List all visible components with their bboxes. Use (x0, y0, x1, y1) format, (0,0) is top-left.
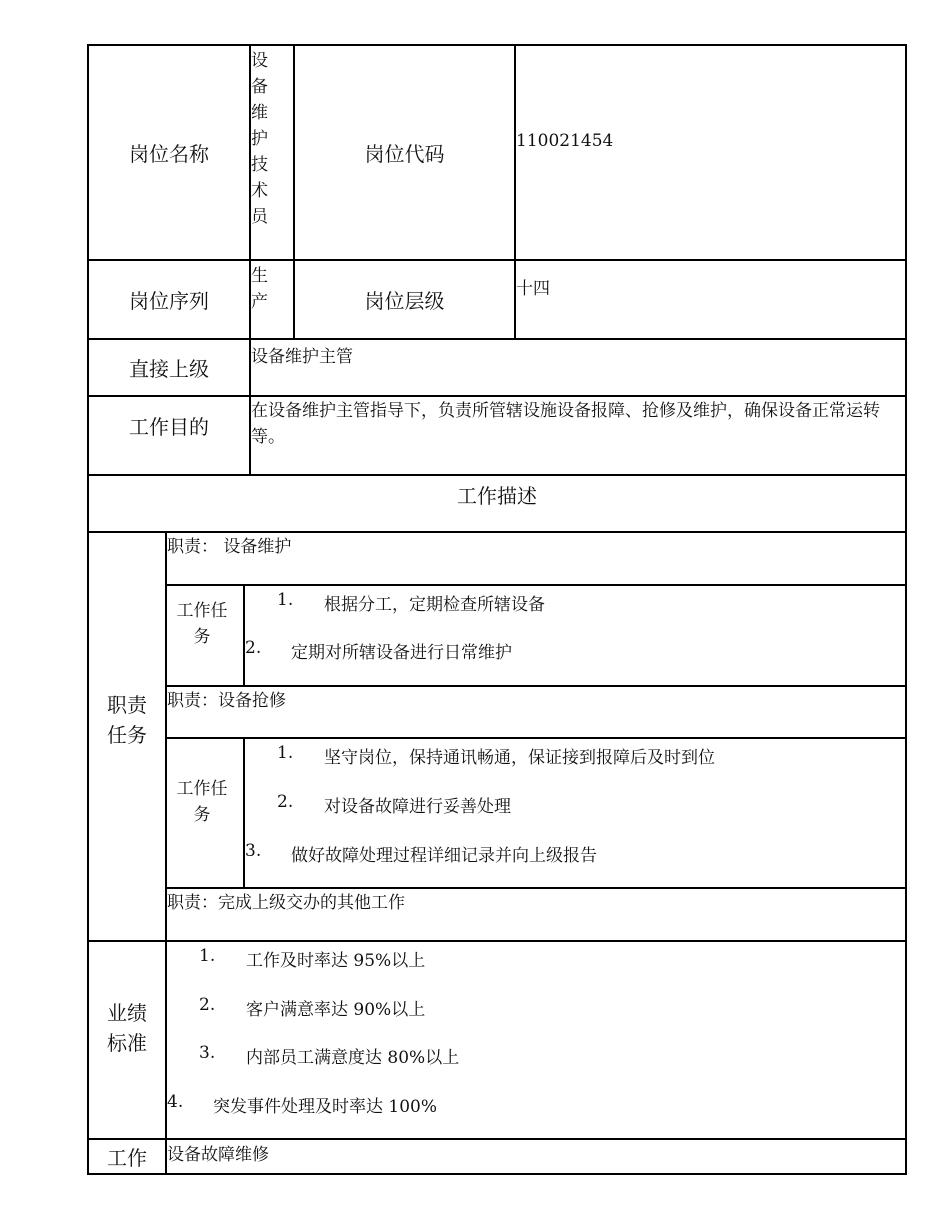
border-bottom (87, 1173, 907, 1175)
duties-label: 职责任务 (107, 693, 147, 747)
list-text: 坚守岗位，保持通讯畅通，保证接到报障后及时到位 (324, 748, 715, 768)
duty-title: 职责： 设备维护 (167, 537, 292, 557)
position-name-value: 设备维护技术员 (251, 51, 268, 227)
list-item (199, 995, 426, 1020)
divider (243, 737, 245, 888)
list-item (277, 743, 715, 768)
task-label: 工作任务 (176, 779, 228, 825)
performance-label: 业绩标准 (107, 1001, 147, 1055)
superior-label: 直接上级 (129, 357, 209, 381)
list-number: 4. (167, 1092, 184, 1112)
position-series-value: 生产 (251, 266, 268, 312)
list-item (199, 1043, 460, 1068)
list-number: 1. (277, 743, 294, 763)
list-text: 做好故障处理过程详细记录并向上级报告 (291, 846, 597, 866)
divider (165, 584, 907, 586)
divider (165, 531, 167, 1174)
list-number: 2. (245, 638, 262, 658)
list-number: 2. (277, 792, 294, 812)
footer-label: 工作 (107, 1146, 147, 1170)
purpose-label: 工作目的 (129, 414, 209, 439)
purpose-value: 在设备维护主管指导下，负责所管辖设施设备报障、抢修及维护，确保设备正常运转等。 (251, 401, 880, 447)
divider (87, 531, 907, 533)
list-item (277, 792, 511, 817)
list-item (245, 638, 512, 663)
duty-title: 职责：设备抢修 (167, 691, 286, 711)
divider (165, 737, 907, 739)
position-level-value: 十四 (516, 279, 550, 299)
divider (165, 685, 907, 687)
superior-value: 设备维护主管 (251, 347, 353, 367)
list-number: 1. (199, 946, 216, 966)
position-code-label: 岗位代码 (364, 142, 445, 166)
list-item (245, 841, 597, 866)
section-title: 工作描述 (457, 483, 537, 508)
list-number: 3. (245, 841, 262, 861)
task-label: 工作任务 (176, 601, 228, 647)
divider (165, 887, 907, 889)
list-text: 定期对所辖设备进行日常维护 (291, 643, 512, 663)
divider (87, 1138, 907, 1140)
footer-value: 设备故障维修 (167, 1145, 269, 1165)
list-text: 根据分工，定期检查所辖设备 (324, 595, 545, 615)
duty-title: 职责：完成上级交办的其他工作 (167, 893, 405, 913)
divider (243, 584, 245, 686)
list-text: 突发事件处理及时率达 100% (213, 1097, 438, 1117)
list-item (277, 590, 545, 615)
position-series-label: 岗位序列 (129, 289, 209, 313)
position-level-label: 岗位层级 (364, 289, 445, 313)
list-item (199, 946, 426, 971)
list-text: 内部员工满意度达 80%以上 (246, 1048, 460, 1068)
border-right (905, 44, 907, 1175)
position-name-label: 岗位名称 (129, 142, 209, 166)
list-number: 2. (199, 995, 216, 1015)
list-text: 工作及时率达 95%以上 (246, 951, 426, 971)
list-text: 客户满意率达 90%以上 (246, 1000, 426, 1020)
divider (87, 940, 907, 942)
list-number: 3. (199, 1043, 216, 1063)
list-text: 对设备故障进行妥善处理 (324, 797, 511, 817)
position-code-value: 110021454 (516, 131, 614, 151)
list-item (167, 1092, 438, 1117)
list-number: 1. (277, 590, 294, 610)
